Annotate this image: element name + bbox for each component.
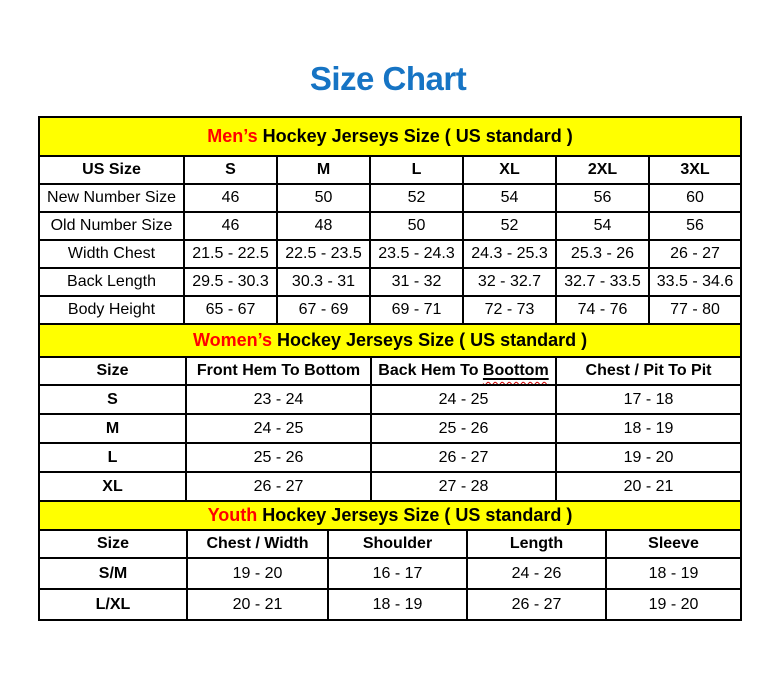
womens-column-header: Size [39,357,186,385]
size-cell: 26 - 27 [649,240,741,268]
misspelled-word: Boottom [482,362,549,379]
size-cell: 18 - 19 [328,589,467,620]
row-label: S [39,385,186,414]
table-row [39,443,741,472]
size-cell: 77 - 80 [649,296,741,324]
size-cell: 48 [277,212,370,240]
section-heading-rest: Hockey Jerseys Size ( US standard ) [257,505,573,525]
size-cell: 20 - 21 [187,589,328,620]
size-cell: 22.5 - 23.5 [277,240,370,268]
section-heading-accent: Women’s [192,330,272,350]
section-heading-accent: Youth [207,505,258,525]
section-heading-rest: Hockey Jerseys Size ( US standard ) [257,126,573,146]
table-row [39,472,741,501]
size-cell: 26 - 27 [467,589,606,620]
youth-section-heading [39,501,741,530]
size-cell: 29.5 - 30.3 [184,268,277,296]
youth-column-header: Size [39,530,187,558]
table-row [39,240,741,268]
row-label: Old Number Size [39,212,184,240]
size-cell: 23 - 24 [186,385,371,414]
youth-section-header-row [39,501,741,530]
size-cell: 23.5 - 24.3 [370,240,463,268]
youth-column-header: Sleeve [606,530,741,558]
section-heading-accent: Men’s [207,126,258,146]
table-row [39,212,741,240]
size-cell: 18 - 19 [556,414,741,443]
size-cell: 67 - 69 [277,296,370,324]
row-label: XL [39,472,186,501]
size-cell: 19 - 20 [606,589,741,620]
row-label: Body Height [39,296,184,324]
mens-column-header: 3XL [649,156,741,184]
youth-column-header-row [39,530,741,558]
size-cell: 32 - 32.7 [463,268,556,296]
size-cell: 52 [463,212,556,240]
column-header-text: Back Hem To [378,362,483,379]
row-label: L/XL [39,589,187,620]
size-cell: 19 - 20 [187,558,328,589]
table-row [39,184,741,212]
womens-size-table [38,323,742,502]
size-cell: 25 - 26 [186,443,371,472]
row-label: M [39,414,186,443]
size-cell: 24.3 - 25.3 [463,240,556,268]
size-cell: 52 [370,184,463,212]
section-heading-rest: Hockey Jerseys Size ( US standard ) [271,330,588,350]
size-cell: 56 [556,184,649,212]
size-cell: 65 - 67 [184,296,277,324]
size-cell: 24 - 25 [371,385,556,414]
size-cell: 20 - 21 [556,472,741,501]
misspelled-word-underline [483,362,549,379]
row-label: Width Chest [39,240,184,268]
size-cell: 24 - 25 [186,414,371,443]
size-cell: 72 - 73 [463,296,556,324]
size-cell: 27 - 28 [371,472,556,501]
mens-column-header: S [184,156,277,184]
mens-column-header: US Size [39,156,184,184]
size-cell: 54 [556,212,649,240]
page-title: Size Chart [309,60,467,97]
mens-section-heading [39,117,741,156]
mens-column-header: 2XL [556,156,649,184]
size-cell: 30.3 - 31 [277,268,370,296]
row-label: Back Length [39,268,184,296]
table-row [39,385,741,414]
size-cell: 50 [277,184,370,212]
mens-column-header: M [277,156,370,184]
womens-column-header: Front Hem To Bottom [186,357,371,385]
mens-column-header: XL [463,156,556,184]
mens-section-header-row [39,117,741,156]
size-cell: 50 [370,212,463,240]
size-cell: 33.5 - 34.6 [649,268,741,296]
size-cell: 26 - 27 [186,472,371,501]
mens-size-table [38,116,742,325]
mens-column-header: L [370,156,463,184]
size-cell: 26 - 27 [371,443,556,472]
size-cell: 21.5 - 22.5 [184,240,277,268]
womens-section-heading [39,324,741,357]
size-cell: 17 - 18 [556,385,741,414]
youth-column-header: Shoulder [328,530,467,558]
youth-column-header: Length [467,530,606,558]
womens-column-header [371,357,556,385]
size-cell: 24 - 26 [467,558,606,589]
table-row [39,268,741,296]
size-cell: 69 - 71 [370,296,463,324]
size-cell: 16 - 17 [328,558,467,589]
size-chart [38,116,740,621]
size-cell: 60 [649,184,741,212]
table-row [39,558,741,589]
table-row [39,589,741,620]
mens-column-header-row [39,156,741,184]
size-cell: 74 - 76 [556,296,649,324]
womens-section-header-row [39,324,741,357]
size-cell: 18 - 19 [606,558,741,589]
size-cell: 46 [184,212,277,240]
size-cell: 25 - 26 [371,414,556,443]
row-label: S/M [39,558,187,589]
size-cell: 32.7 - 33.5 [556,268,649,296]
size-cell: 31 - 32 [370,268,463,296]
womens-column-header-row [39,357,741,385]
row-label: New Number Size [39,184,184,212]
table-row [39,414,741,443]
youth-column-header: Chest / Width [187,530,328,558]
size-cell: 56 [649,212,741,240]
womens-column-header: Chest / Pit To Pit [556,357,741,385]
size-cell: 54 [463,184,556,212]
size-cell: 46 [184,184,277,212]
size-cell: 25.3 - 26 [556,240,649,268]
row-label: L [39,443,186,472]
table-row [39,296,741,324]
youth-size-table [38,500,742,621]
size-cell: 19 - 20 [556,443,741,472]
